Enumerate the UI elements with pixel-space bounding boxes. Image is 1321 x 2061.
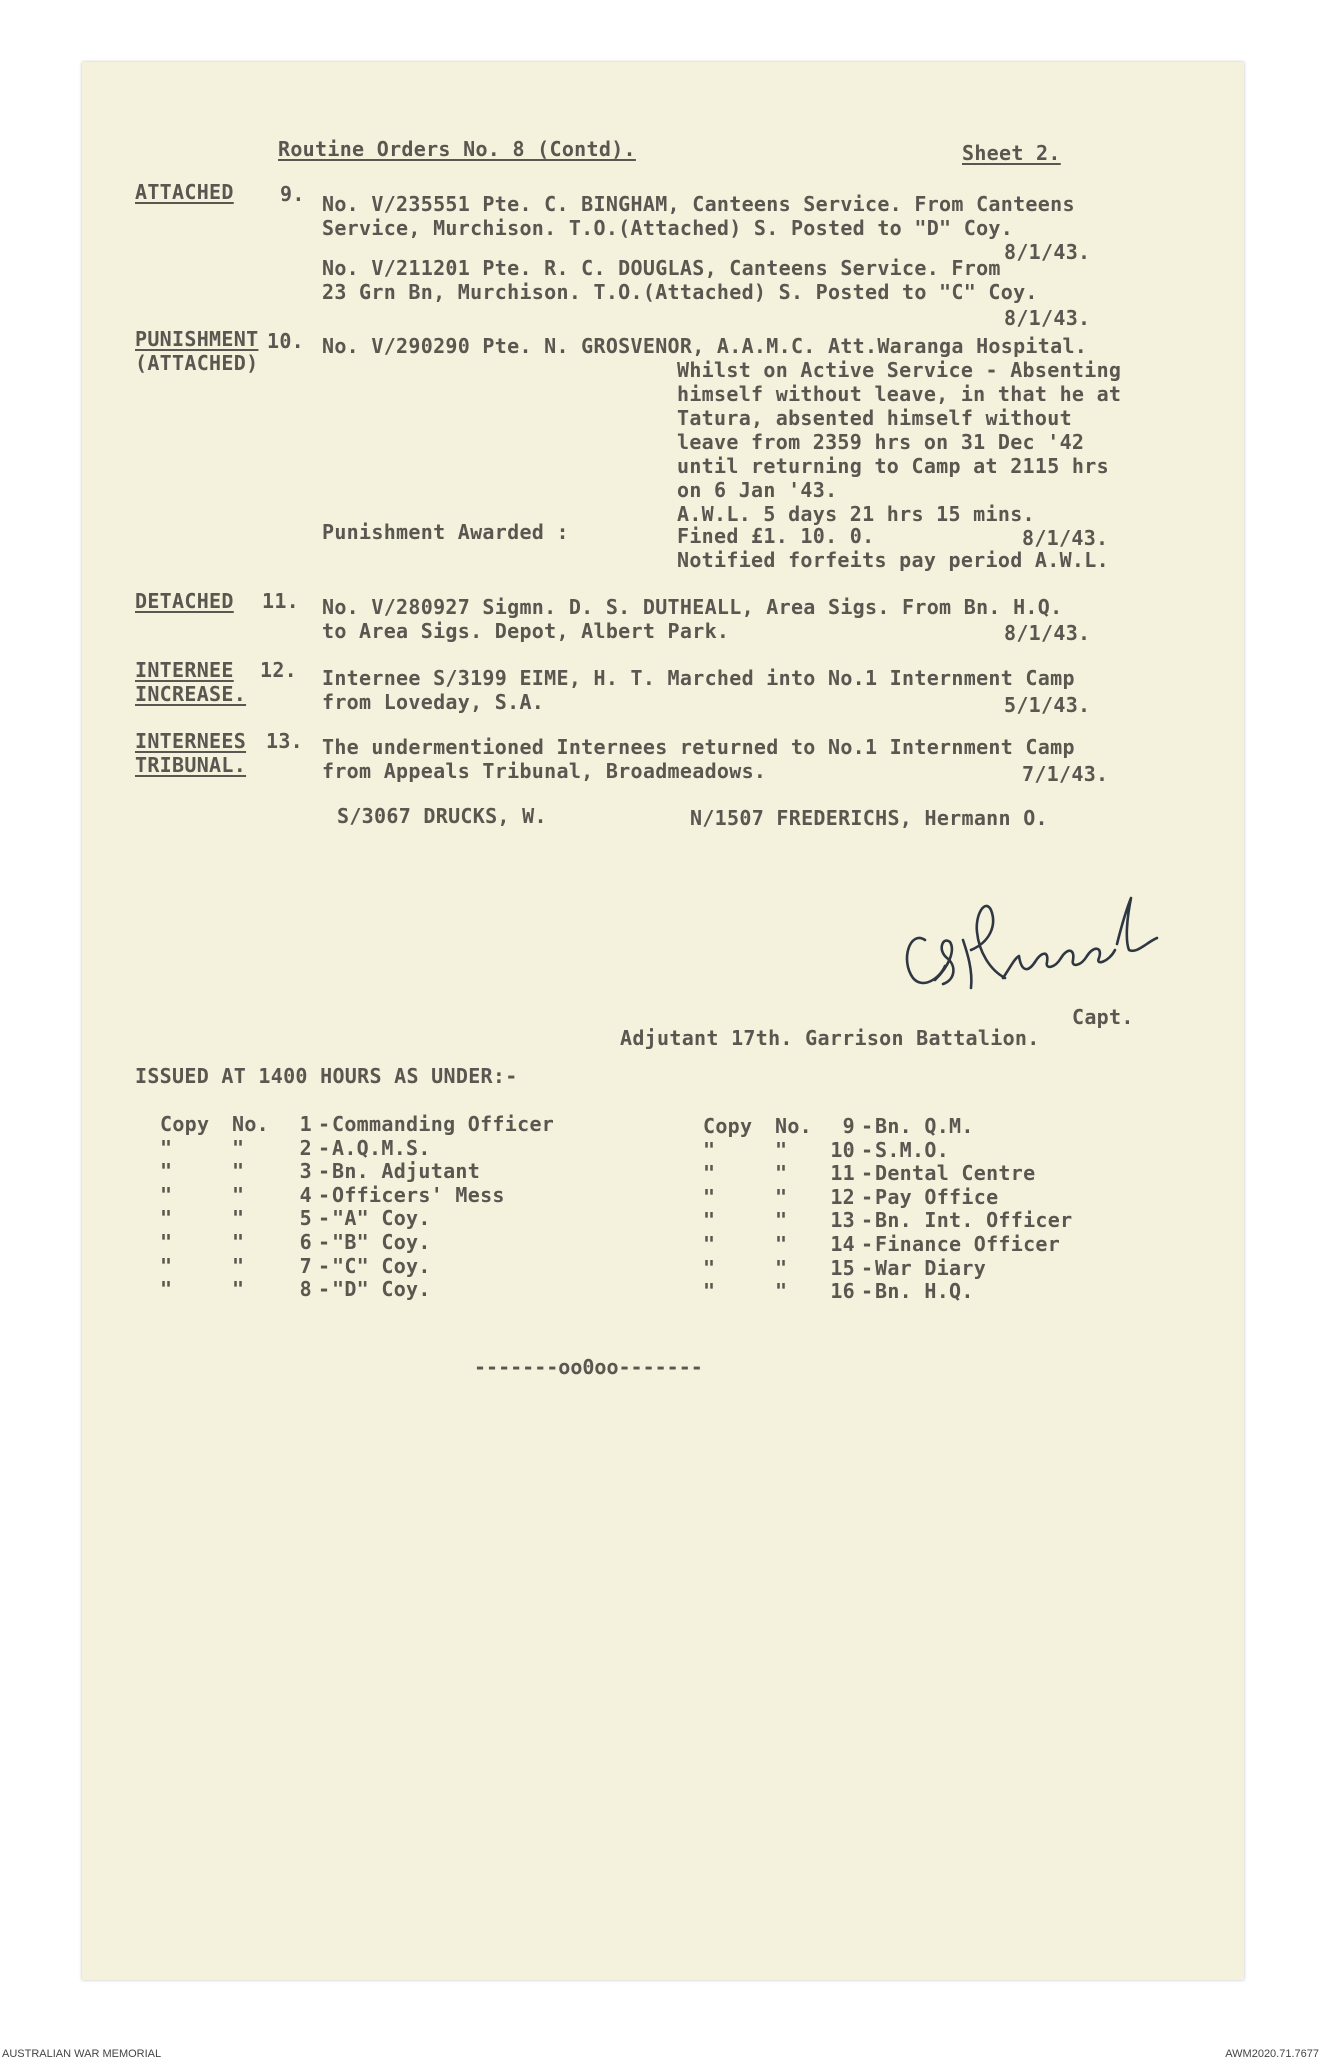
punishment-awarded-label: Punishment Awarded : [322, 520, 569, 544]
order-12-number: 12. [260, 658, 298, 682]
distribution-dash: - [861, 1114, 874, 1138]
distribution-copy-label: " [160, 1253, 173, 1278]
distribution-copy-number: 8 [299, 1277, 312, 1302]
order-9-line-4: 23 Grn Bn, Murchison. T.O.(Attached) S. Posted to "C" Coy. [322, 280, 1038, 304]
distribution-dash: - [318, 1277, 331, 1302]
order-11-line-2: to Area Sigs. Depot, Albert Park. [322, 619, 730, 643]
end-mark: -------oo0oo------- [474, 1355, 703, 1379]
distribution-dash: - [318, 1206, 331, 1231]
distribution-row [703, 1114, 1183, 1138]
distribution-dash: - [861, 1255, 874, 1280]
distribution-recipient: Bn. Int. Officer [875, 1208, 1073, 1233]
footer-credit-right: AWM2020.71.7677 [1225, 2048, 1319, 2060]
distribution-copy-number: 9 [842, 1114, 855, 1138]
distribution-copy-label: " [160, 1206, 173, 1231]
distribution-recipient: War Diary [875, 1255, 987, 1280]
distribution-row [703, 1208, 1183, 1232]
distribution-no-label: No. [775, 1114, 813, 1138]
distribution-copy-label: " [160, 1230, 173, 1254]
footer-credit-left: AUSTRALIAN WAR MEMORIAL [2, 2048, 162, 2060]
internee-2: N/1507 FREDERICHS, Hermann O. [690, 806, 1048, 830]
handwritten-signature [895, 870, 1195, 1010]
distribution-copy-label: " [703, 1137, 716, 1162]
distribution-dash: - [861, 1279, 874, 1304]
distribution-copy-number: 7 [299, 1253, 312, 1278]
distribution-copy-label: " [703, 1255, 716, 1280]
order-13-line-2: from Appeals Tribunal, Broadmeadows. [322, 759, 767, 783]
distribution-row [160, 1254, 640, 1278]
distribution-copy-number: 13 [830, 1208, 855, 1233]
sheet-number: Sheet 2. [962, 141, 1061, 165]
signatory-title: Adjutant 17th. Garrison Battalion. [620, 1026, 1040, 1050]
distribution-recipient: Finance Officer [875, 1232, 1061, 1256]
order-13-date: 7/1/43. [1022, 762, 1109, 786]
distribution-copy-number: 16 [830, 1279, 855, 1304]
internee-1: S/3067 DRUCKS, W. [337, 804, 547, 828]
distribution-recipient: "A" Coy. [332, 1206, 431, 1231]
distribution-row [160, 1277, 640, 1301]
distribution-no-label: " [232, 1206, 245, 1231]
distribution-copy-number: 14 [830, 1232, 855, 1256]
distribution-row [703, 1161, 1183, 1185]
distribution-copy-number: 11 [830, 1161, 855, 1186]
distribution-copy-number: 3 [299, 1159, 312, 1184]
order-10-line-7: on 6 Jan '43. [677, 478, 838, 502]
order-10-line-6: until returning to Camp at 2115 hrs [677, 454, 1109, 478]
distribution-dash: - [861, 1232, 874, 1256]
distribution-no-label: " [775, 1279, 788, 1304]
order-12-heading-sub: INCREASE. [135, 682, 247, 706]
distribution-dash: - [861, 1208, 874, 1233]
distribution-copy-number: 5 [299, 1206, 312, 1231]
distribution-no-label: " [232, 1159, 245, 1184]
order-12-line-2: from Loveday, S.A. [322, 690, 545, 714]
distribution-no-label: " [232, 1230, 245, 1254]
distribution-row [703, 1279, 1183, 1303]
punishment-awarded-value: Fined £1. 10. 0. [677, 524, 875, 548]
distribution-no-label: " [232, 1135, 245, 1160]
distribution-dash: - [318, 1253, 331, 1278]
distribution-copy-number: 10 [830, 1137, 855, 1162]
distribution-row [160, 1230, 640, 1254]
distribution-copy-label: " [703, 1184, 716, 1209]
distribution-dash: - [318, 1159, 331, 1184]
order-10-line-2: Whilst on Active Service - Absenting [677, 358, 1122, 382]
order-12-heading: INTERNEE [135, 658, 234, 682]
distribution-recipient: S.M.O. [875, 1137, 950, 1162]
distribution-no-label: " [775, 1255, 788, 1280]
order-10-note: Notified forfeits pay period A.W.L. [677, 548, 1109, 572]
order-13-line-1: The undermentioned Internees returned to No.1 Internment Camp [322, 735, 1075, 759]
order-10-line-3: himself without leave, in that he at [677, 382, 1122, 406]
order-12-date: 5/1/43. [1004, 693, 1091, 717]
distribution-copy-number: 4 [299, 1182, 312, 1207]
order-11-date: 8/1/43. [1004, 621, 1091, 645]
distribution-recipient: "B" Coy. [332, 1230, 431, 1254]
order-9-date: 8/1/43. [1004, 240, 1091, 264]
order-10-number: 10. [267, 329, 305, 353]
order-10-heading-sub: (ATTACHED) [135, 351, 259, 375]
order-9-number: 9. [280, 182, 305, 206]
signatory-rank: Capt. [1072, 1005, 1134, 1029]
distribution-recipient: Bn. Q.M. [875, 1114, 974, 1138]
distribution-copy-label: Copy [703, 1114, 753, 1138]
distribution-dash: - [318, 1182, 331, 1207]
distribution-row [160, 1112, 640, 1136]
order-10-line-8: A.W.L. 5 days 21 hrs 15 mins. [677, 502, 1035, 526]
distribution-no-label: " [775, 1232, 788, 1256]
distribution-copy-number: 1 [299, 1112, 312, 1136]
distribution-no-label: " [232, 1182, 245, 1207]
document-title: Routine Orders No. 8 (Contd). [278, 137, 636, 161]
order-13-heading-sub: TRIBUNAL. [135, 753, 247, 777]
distribution-copy-label: " [160, 1135, 173, 1160]
order-13-number: 13. [266, 729, 304, 753]
distribution-recipient: Dental Centre [875, 1161, 1036, 1186]
distribution-no-label: No. [232, 1112, 270, 1136]
distribution-row [703, 1185, 1183, 1209]
order-10-line-1: No. V/290290 Pte. N. GROSVENOR, A.A.M.C. Att.Waranga Hospital. [322, 334, 1088, 358]
distribution-heading: ISSUED AT 1400 HOURS AS UNDER:- [135, 1064, 518, 1088]
distribution-recipient: Officers' Mess [332, 1182, 505, 1207]
distribution-copy-number: 2 [299, 1135, 312, 1160]
order-10-date: 8/1/43. [1022, 526, 1109, 550]
distribution-copy-number: 15 [830, 1255, 855, 1280]
distribution-recipient: Bn. H.Q. [875, 1279, 974, 1304]
distribution-dash: - [861, 1184, 874, 1209]
order-9-line-2: Service, Murchison. T.O.(Attached) S. Posted to "D" Coy. [322, 216, 1014, 240]
distribution-copy-label: " [160, 1159, 173, 1184]
order-10-heading: PUNISHMENT [135, 327, 259, 351]
distribution-recipient: Bn. Adjutant [332, 1159, 481, 1184]
order-10-line-4: Tatura, absented himself without [677, 406, 1072, 430]
order-11-number: 11. [262, 589, 300, 613]
distribution-copy-label: " [703, 1208, 716, 1233]
distribution-dash: - [318, 1112, 331, 1136]
distribution-row [160, 1136, 640, 1160]
order-9-line-1: No. V/235551 Pte. C. BINGHAM, Canteens Service. From Canteens [322, 192, 1075, 216]
order-11-heading: DETACHED [135, 589, 234, 613]
distribution-no-label: " [232, 1277, 245, 1302]
order-9-extra-date: 8/1/43. [1004, 306, 1091, 330]
order-12-line-1: Internee S/3199 EIME, H. T. Marched into No.1 Internment Camp [322, 666, 1075, 690]
distribution-copy-label: " [703, 1161, 716, 1186]
distribution-row [703, 1138, 1183, 1162]
distribution-copy-label: " [703, 1232, 716, 1256]
distribution-dash: - [861, 1161, 874, 1186]
distribution-recipient: "C" Coy. [332, 1253, 431, 1278]
distribution-dash: - [318, 1135, 331, 1160]
distribution-no-label: " [775, 1137, 788, 1162]
distribution-dash: - [318, 1230, 331, 1254]
order-11-line-1: No. V/280927 Sigmn. D. S. DUTHEALL, Area Sigs. From Bn. H.Q. [322, 595, 1063, 619]
distribution-copy-number: 6 [299, 1230, 312, 1254]
distribution-copy-label: Copy [160, 1112, 210, 1136]
distribution-dash: - [861, 1137, 874, 1162]
distribution-row [160, 1159, 640, 1183]
distribution-recipient: A.Q.M.S. [332, 1135, 431, 1160]
distribution-copy-label: " [160, 1182, 173, 1207]
distribution-copy-label: " [160, 1277, 173, 1302]
distribution-row [703, 1232, 1183, 1256]
distribution-row [160, 1206, 640, 1230]
distribution-no-label: " [775, 1208, 788, 1233]
distribution-no-label: " [775, 1184, 788, 1209]
distribution-copy-label: " [703, 1279, 716, 1304]
order-13-heading: INTERNEES [135, 729, 247, 753]
order-9-heading: ATTACHED [135, 180, 234, 204]
distribution-no-label: " [232, 1253, 245, 1278]
order-9-line-3: No. V/211201 Pte. R. C. DOUGLAS, Canteens Service. From [322, 256, 1001, 280]
order-10-line-5: leave from 2359 hrs on 31 Dec '42 [677, 430, 1085, 454]
distribution-row [160, 1183, 640, 1207]
distribution-recipient: "D" Coy. [332, 1277, 431, 1302]
distribution-no-label: " [775, 1161, 788, 1186]
distribution-copy-number: 12 [830, 1184, 855, 1209]
distribution-row [703, 1256, 1183, 1280]
distribution-recipient: Pay Office [875, 1184, 999, 1209]
distribution-recipient: Commanding Officer [332, 1112, 555, 1136]
